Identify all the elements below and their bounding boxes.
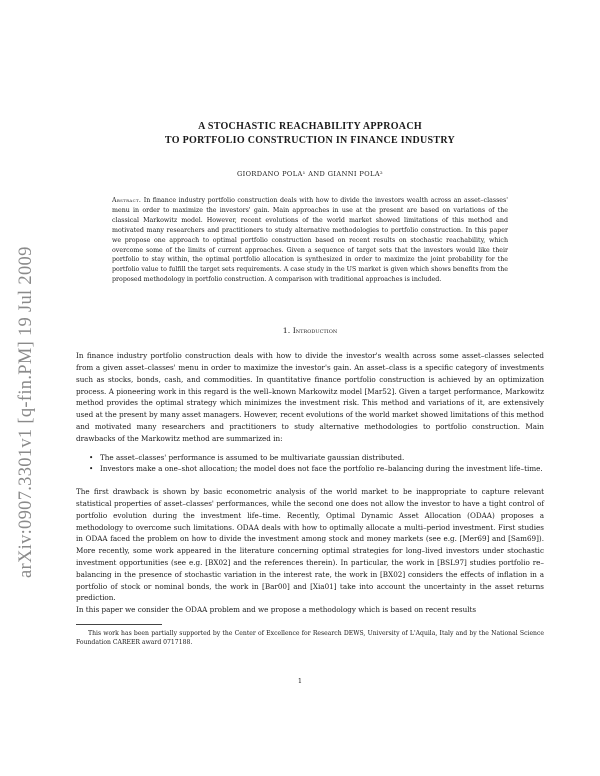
authors: GIORDANO POLA¹ AND GIANNI POLA² bbox=[236, 170, 384, 178]
bullet-icon: • bbox=[89, 452, 94, 462]
bullet-icon: • bbox=[89, 464, 94, 474]
section-number: 1. bbox=[282, 326, 291, 336]
arxiv-stamp: arXiv:0907.3301v1 [q-fin.PM] 19 Jul 2009 bbox=[16, 246, 36, 578]
paper-page bbox=[76, 120, 544, 685]
abstract bbox=[112, 196, 508, 285]
intro-paragraph-2: The first drawback is shown by basic econometric analysis of the world market to be inappropriate to capture relevant statistical properties of asset–classes' performances, while the second one does not allow the investor to have a tight control of portfolio evolution during the investment life–time. Recently, Optimal Dynamic Asset Allocation (ODAA) proposes a methodology to overcome such limitations. ODAA deals with how to optimally allocate a multi–period investment. First studies in ODAA faced the problem on how to divide the investment among stock and money markets (see e.g. [Mer69] and [Sam69]). More recently, some work appeared in the literature concerning optimal strategies for long–lived investors under stochastic investment opportunities (see e.g. [BX02] and the references therein). In particular, the work in [BSL97] studies portfolio re–balancing in the presence of stochastic variation in the interest rate, the work in [BX02] considers the effects of inflation in a portfolio of stock or nominal bonds, the work in [Bar00] and [Xia01] take into account the uncertainty in the asset returns prediction. bbox=[76, 487, 544, 603]
footnote: This work has been partially supported by the Center of Excellence for Research DEWS, University of L'Aquila, Italy and by the National Science Foundation CAREER award 0717188. bbox=[76, 629, 544, 647]
page-number: 1 bbox=[297, 677, 303, 685]
list-item bbox=[89, 452, 544, 464]
list-item-text: The asset–classes' performance is assumed to be multivariate gaussian distributed. bbox=[100, 452, 405, 462]
paper-title bbox=[76, 120, 544, 148]
title-line-2: TO PORTFOLIO CONSTRUCTION IN FINANCE INDUSTRY bbox=[164, 135, 456, 146]
section-title: Introduction bbox=[292, 326, 338, 336]
title-line-1: A STOCHASTIC REACHABILITY APPROACH bbox=[198, 121, 422, 132]
intro-paragraph-3: In this paper we consider the ODAA problem and we propose a methodology which is based on recent results bbox=[76, 605, 477, 615]
list-item-text: Investors make a one–shot allocation; the model does not face the portfolio re–balancing during the investment life–time. bbox=[100, 464, 543, 474]
footnote-rule bbox=[76, 624, 162, 625]
list-item bbox=[89, 463, 544, 475]
section-heading bbox=[76, 326, 544, 335]
abstract-label: Abstract. bbox=[112, 197, 142, 204]
abstract-text: In finance industry portfolio construction deals with how to divide the investors wealth across an asset–classes' menu in order to maximize the investors' gain. Main approaches in use at the present are based on variations of the classical Markowitz model. However, recent evolutions of the world market showed limitations of this method and motivated many researchers and practitioners to study alternative methodologies to portfolio construction. In this paper we propose one approach to optimal portfolio construction based on recent results on stochastic reachability, which overcome some of the limits of current approaches. Given a sequence of target sets that the investors would like their portfolio to stay within, the optimal portfolio allocation is synthesized in order to maximize the joint probability for the portfolio value to fulfill the target sets requirements. A case study in the US market is given which shows benefits from the proposed methodology in portfolio construction. A comparison with traditional approaches is included. bbox=[112, 197, 508, 284]
intro-paragraph-1: In finance industry portfolio construction deals with how to divide the investor's wealth across some asset–classes selected from a given asset–classes' menu in order to maximize the investor's gain. An asset–class is a specific category of investments such as stocks, bonds, cash, and commodities. In quantitative finance portfolio construction is achieved by an optimization process. A pioneering work in this regard is the well–known Markowitz model [Mar52]. Given a target performance, Markowitz method provides the optimal strategy which minimizes the investment risk. This method and variations of it, are extensively used at the present by many asset managers. However, recent evolutions of the world market showed limitations of this method and motivated many researchers and practitioners to study alternative methodologies to portfolio construction. Main drawbacks of the Markowitz method are summarized in: bbox=[76, 351, 544, 443]
drawbacks-list bbox=[76, 452, 544, 476]
